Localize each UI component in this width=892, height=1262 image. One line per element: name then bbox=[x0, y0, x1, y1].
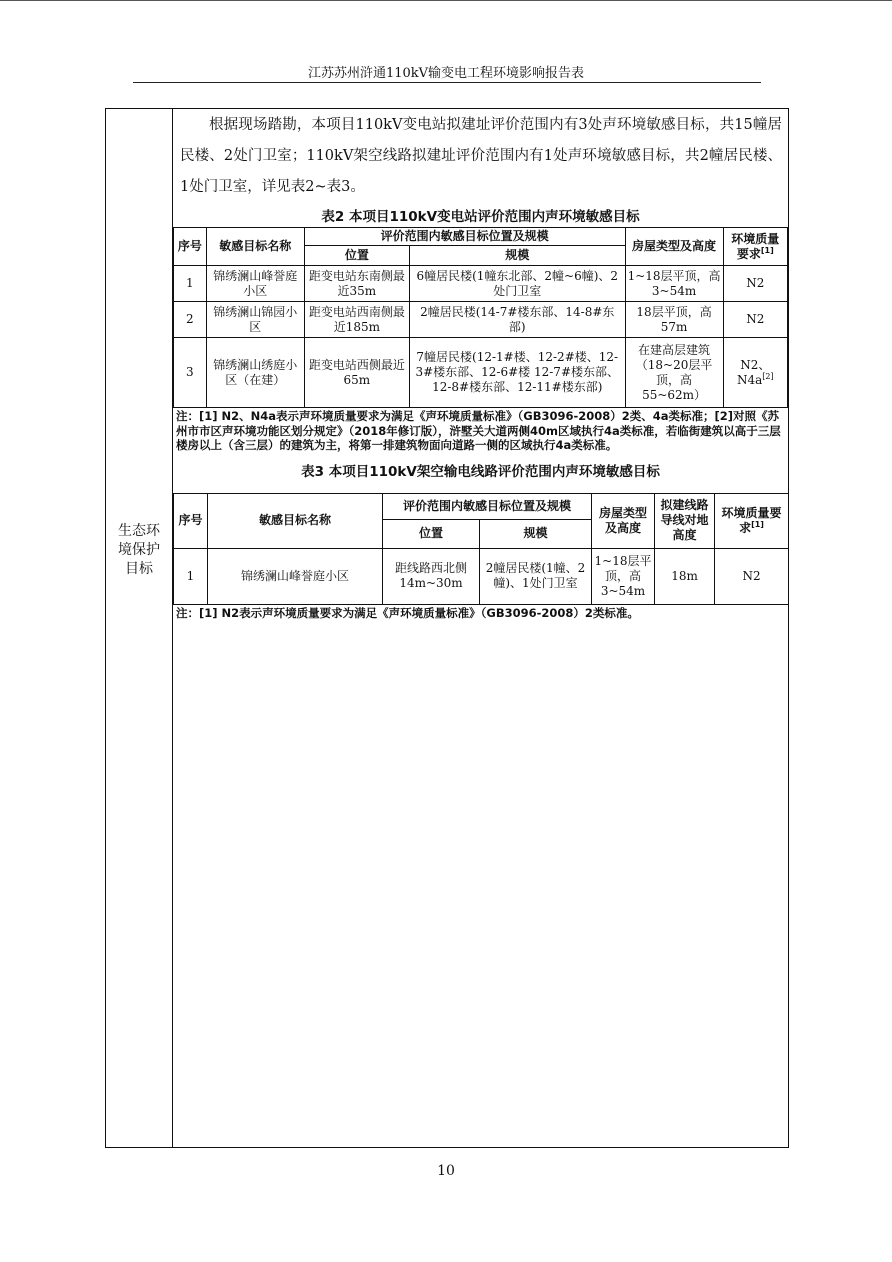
table3-header-house: 房屋类型及高度 bbox=[592, 493, 655, 548]
cell-house: 在建高层建筑（18~20层平顶，高55~62m） bbox=[625, 338, 723, 408]
cell-quality-text: N2 bbox=[746, 312, 765, 326]
cell-house: 18层平顶，高57m bbox=[625, 302, 723, 338]
cell-name: 锦绣澜山锦园小区 bbox=[206, 302, 304, 338]
table3-note: 注：[1] N2表示声环境质量要求为满足《声环境质量标准》（GB3096-2008）2类标准。 bbox=[176, 605, 639, 620]
table-row bbox=[174, 548, 789, 604]
table3-header-line-height: 拟建线路导线对地高度 bbox=[655, 493, 715, 548]
table-row bbox=[174, 302, 788, 338]
section-label-line: 生态环 bbox=[118, 523, 160, 539]
cell-line-height: 18m bbox=[655, 548, 715, 604]
header-rule bbox=[133, 82, 761, 83]
table3-header-quality bbox=[715, 493, 789, 548]
cell-position: 距变电站西南侧最近185m bbox=[304, 302, 409, 338]
table2 bbox=[173, 227, 788, 408]
cell-scale: 6幢居民楼(1幢东北部、2幢~6幢)、2处门卫室 bbox=[409, 266, 625, 302]
cell-scale: 2幢居民楼(14-7#楼东部、14-8#东部) bbox=[409, 302, 625, 338]
page-header: 江苏苏州浒通110kV输变电工程环境影响报告表 bbox=[307, 66, 585, 81]
table2-caption: 表2 本项目110kV变电站评价范围内声环境敏感目标 bbox=[321, 209, 640, 225]
table2-header-group: 评价范围内敏感目标位置及规模 bbox=[304, 228, 625, 246]
top-rule bbox=[0, 0, 892, 1]
table-row bbox=[174, 338, 788, 408]
table-row bbox=[174, 266, 788, 302]
table2-header-scale: 规模 bbox=[409, 246, 625, 266]
cell-quality bbox=[723, 338, 787, 408]
cell-no: 2 bbox=[174, 302, 207, 338]
table2-header-quality-text: 环境质量要求 bbox=[731, 231, 780, 261]
table3-header-scale: 规模 bbox=[480, 519, 592, 548]
table3 bbox=[173, 493, 789, 605]
section-label-line: 境保护 bbox=[118, 542, 160, 558]
table3-header-name: 敏感目标名称 bbox=[208, 493, 383, 548]
page-number: 10 bbox=[437, 1163, 455, 1179]
section-label-column bbox=[106, 109, 173, 1147]
table2-header-name: 敏感目标名称 bbox=[206, 228, 304, 266]
section-label bbox=[106, 522, 172, 579]
table3-caption: 表3 本项目110kV架空输电线路评价范围内声环境敏感目标 bbox=[301, 463, 660, 480]
report-frame bbox=[105, 108, 789, 1148]
cell-scale: 2幢居民楼(1幢、2幢)、1处门卫室 bbox=[480, 548, 592, 604]
section-content bbox=[173, 109, 788, 620]
cell-name: 锦绣澜山绣庭小区（在建） bbox=[206, 338, 304, 408]
cell-quality bbox=[723, 302, 787, 338]
cell-no: 1 bbox=[174, 548, 208, 604]
section-label-line: 目标 bbox=[125, 561, 153, 577]
cell-no: 1 bbox=[174, 266, 207, 302]
table2-header-house: 房屋类型及高度 bbox=[625, 228, 723, 266]
table2-note: 注：[1] N2、N4a表示声环境质量要求为满足《声环境质量标准》（GB3096-2008）2类、4a类标准；[2]对照《苏州市市区声环境功能区划分规定》（2018年修订版），浒墅关大道两侧40m区域执行4a类标准，若临街建筑以高于三层楼房以上（含三层）的建筑为主，将第一排建筑物面向道路一侧的区域执行4a类标准。 bbox=[176, 409, 781, 452]
cell-house: 1~18层平顶，高3~54m bbox=[625, 266, 723, 302]
cell-quality-text: N2 bbox=[746, 276, 765, 290]
table3-header-position: 位置 bbox=[383, 519, 480, 548]
table2-header-position: 位置 bbox=[304, 246, 409, 266]
table2-header-quality bbox=[723, 228, 787, 266]
cell-quality-sup: [2] bbox=[762, 371, 774, 381]
table3-header-group: 评价范围内敏感目标位置及规模 bbox=[383, 493, 592, 519]
cell-position: 距变电站东南侧最近35m bbox=[304, 266, 409, 302]
cell-scale: 7幢居民楼(12-1#楼、12-2#楼、12-3#楼东部、12-6#楼 12-7#楼东部、12-8#楼东部、12-11#楼东部) bbox=[409, 338, 625, 408]
cell-quality-text: N2、N4a bbox=[736, 357, 771, 387]
table3-header-quality-sup: [1] bbox=[751, 519, 764, 529]
cell-position: 距线路西北侧14m~30m bbox=[383, 548, 480, 604]
cell-house: 1~18层平顶，高3~54m bbox=[592, 548, 655, 604]
cell-name: 锦绣澜山峰誉庭小区 bbox=[206, 266, 304, 302]
table3-header-no: 序号 bbox=[174, 493, 208, 548]
cell-name: 锦绣澜山峰誉庭小区 bbox=[208, 548, 383, 604]
table3-header-quality-text: 环境质量要求 bbox=[721, 505, 782, 535]
cell-position: 距变电站西侧最近65m bbox=[304, 338, 409, 408]
cell-quality: N2 bbox=[715, 548, 789, 604]
intro-paragraph: 根据现场踏勘，本项目110kV变电站拟建址评价范围内有3处声环境敏感目标，共15幢居民楼、2处门卫室；110kV架空线路拟建址评价范围内有1处声环境敏感目标，共2幢居民楼、1处门卫室，详见表2~表3。 bbox=[180, 117, 782, 195]
cell-no: 3 bbox=[174, 338, 207, 408]
table2-header-no: 序号 bbox=[174, 228, 207, 266]
table2-header-quality-sup: [1] bbox=[760, 245, 774, 255]
cell-quality bbox=[723, 266, 787, 302]
